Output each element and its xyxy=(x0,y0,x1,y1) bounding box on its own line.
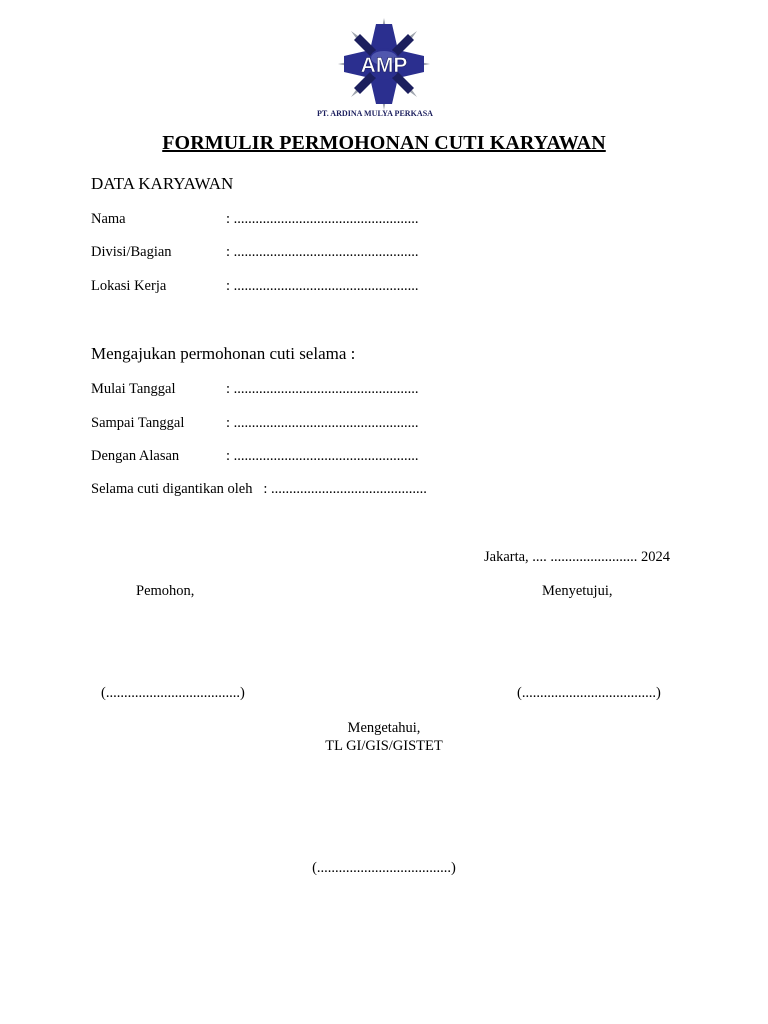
field-sampai-tanggal xyxy=(91,415,419,432)
company-logo xyxy=(310,14,458,122)
approver-label: Menyetujui, xyxy=(542,583,613,599)
field-label: Mulai Tanggal xyxy=(91,381,176,397)
acknowledge-signature-blank: (.....................................) xyxy=(312,860,456,876)
leave-section-heading: Mengajukan permohonan cuti selama : xyxy=(91,344,356,363)
company-name: PT. ARDINA MULYA PERKASA xyxy=(317,108,434,118)
field-blank: : ................................................... xyxy=(226,278,419,294)
field-label: Selama cuti digantikan oleh xyxy=(91,481,253,497)
field-label: Lokasi Kerja xyxy=(91,278,167,294)
field-blank: : ................................................... xyxy=(226,448,419,464)
form-title: FORMULIR PERMOHONAN CUTI KARYAWAN xyxy=(162,132,606,154)
employee-section-heading: DATA KARYAWAN xyxy=(91,174,234,193)
field-label: Dengan Alasan xyxy=(91,448,180,464)
field-blank: : ................................................... xyxy=(226,211,419,227)
acknowledge-label: Mengetahui, xyxy=(347,720,421,736)
field-dengan-alasan xyxy=(91,448,419,465)
applicant-label: Pemohon, xyxy=(136,583,195,599)
field-lokasi-kerja xyxy=(91,278,419,295)
place-date: Jakarta, .... ........................ 2024 xyxy=(484,549,671,565)
approver-signature-blank: (.....................................) xyxy=(517,685,661,701)
field-label: Sampai Tanggal xyxy=(91,415,185,431)
field-blank: : ................................................... xyxy=(226,381,419,397)
field-mulai-tanggal xyxy=(91,381,419,398)
field-blank: : ........................................... xyxy=(263,481,427,497)
field-digantikan-oleh xyxy=(91,481,427,498)
logo-text: AMP xyxy=(360,54,408,77)
field-nama xyxy=(91,211,419,228)
field-divisi-bagian xyxy=(91,244,419,261)
field-blank: : ................................................... xyxy=(226,415,419,431)
field-label: Divisi/Bagian xyxy=(91,244,172,260)
applicant-signature-blank: (.....................................) xyxy=(101,685,245,701)
acknowledge-role: TL GI/GIS/GISTET xyxy=(325,738,443,754)
field-label: Nama xyxy=(91,211,126,227)
field-blank: : ................................................... xyxy=(226,244,419,260)
